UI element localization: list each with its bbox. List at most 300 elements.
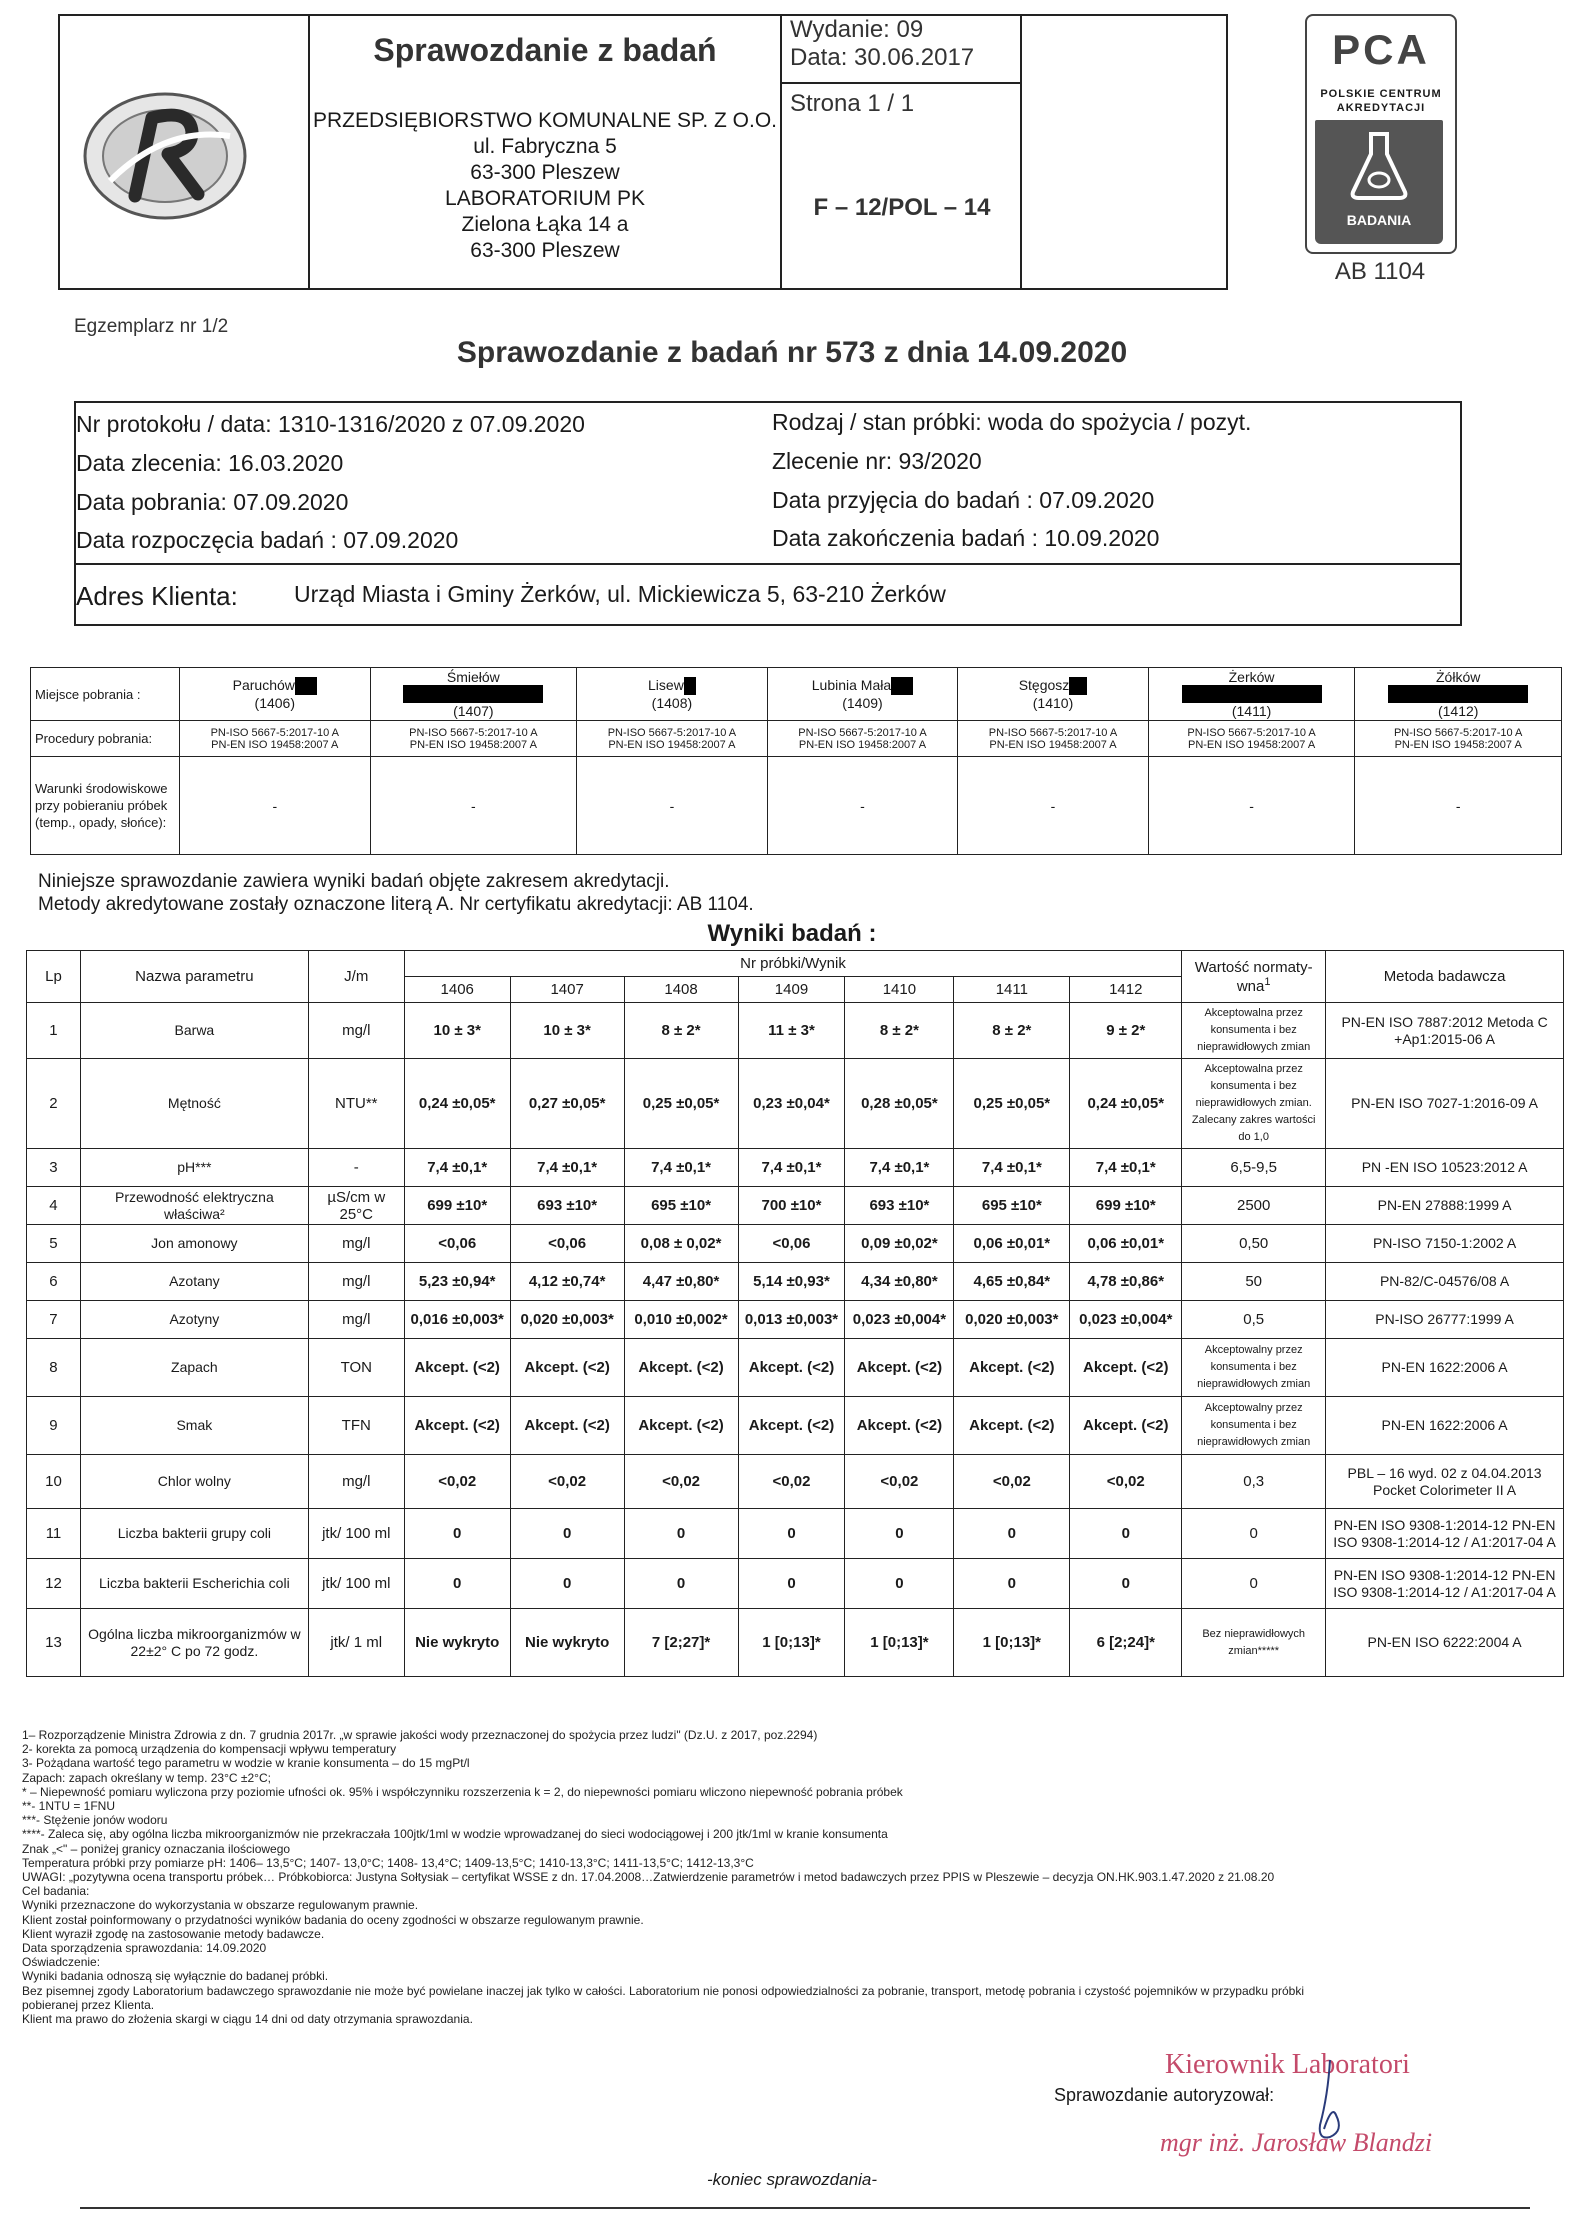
condition-cell: - xyxy=(180,757,371,855)
parameter-name: Azotany xyxy=(80,1263,308,1301)
result-value: 1 [0;13]* xyxy=(738,1609,845,1677)
page-indicator: Strona 1 / 1 xyxy=(790,90,915,117)
org-line: LABORATORIUM PK xyxy=(445,187,645,210)
place-code: (1406) xyxy=(254,695,295,712)
org-line: ul. Fabryczna 5 xyxy=(473,135,617,158)
sampling-table xyxy=(30,667,1562,855)
result-value: 5,23 ±0,94* xyxy=(404,1263,510,1301)
result-value: Akcept. (<2) xyxy=(1070,1397,1182,1455)
unit: mg/l xyxy=(308,1263,404,1301)
method: PN-EN ISO 9308-1:2014-12 PN-EN ISO 9308-1:2014-12 / A1:2017-04 A xyxy=(1326,1559,1564,1609)
result-value: 0,23 ±0,04* xyxy=(738,1059,845,1149)
result-value: 700 ±10* xyxy=(738,1187,845,1225)
results-table xyxy=(26,950,1564,1677)
order-date: Data zlecenia: 16.03.2020 xyxy=(76,450,344,476)
procedure-cell xyxy=(767,721,958,757)
sampling-date: Data pobrania: 07.09.2020 xyxy=(76,489,349,515)
bottom-rule xyxy=(80,2207,1530,2209)
row-number: 8 xyxy=(27,1339,81,1397)
place-code: (1409) xyxy=(842,695,883,712)
place-name: Żółków xyxy=(1436,669,1481,685)
result-value: Akcept. (<2) xyxy=(738,1397,845,1455)
result-value: 7,4 ±0,1* xyxy=(1070,1149,1182,1187)
condition-cell: - xyxy=(767,757,958,855)
result-value: 0 xyxy=(1070,1559,1182,1609)
place-name: Śmiełów xyxy=(446,669,500,685)
results-title: Wyniki badań : xyxy=(707,920,877,947)
result-value: 7,4 ±0,1* xyxy=(845,1149,954,1187)
row-label: Procedury pobrania: xyxy=(31,721,180,757)
result-value: 8 ± 2* xyxy=(845,1003,954,1059)
row-number: 3 xyxy=(27,1149,81,1187)
result-value: 0,06 ±0,01* xyxy=(1070,1225,1182,1263)
footnote-line: ****- Zaleca się, aby ogólna liczba mikroorganizmów nie przekraczała 100jtk/1ml w wodzie wprowadzanej do sieci wodociągowej i 200 jtk/1ml w kranie konsumenta xyxy=(22,1827,888,1842)
footnote-line: 2- korekta za pomocą urządzenia do kompensacji wpływu temperatury xyxy=(22,1742,397,1757)
pca-name-2: AKREDYTACJI xyxy=(1336,102,1426,114)
stamp-name: mgr inż. Jarosław Blandzi xyxy=(1160,2128,1433,2157)
table-row xyxy=(31,721,1562,757)
result-value: 0,27 ±0,05* xyxy=(510,1059,624,1149)
result-value: <0,02 xyxy=(954,1455,1070,1509)
method: PN-EN 1622:2006 A xyxy=(1326,1339,1564,1397)
result-value: 6 [2;24]* xyxy=(1070,1609,1182,1677)
test-end-date: Data zakończenia badań : 10.09.2020 xyxy=(772,525,1160,551)
org-line: Zielona Łąka 14 a xyxy=(461,213,629,236)
condition-cell: - xyxy=(958,757,1149,855)
parameter-name: Ogólna liczba mikroorganizmów w 22±2° C po 72 godz. xyxy=(80,1609,308,1677)
org-line: PRZEDSIĘBIORSTWO KOMUNALNE SP. Z O.O. xyxy=(312,109,778,132)
footnote-line: * – Niepewność pomiaru wyliczona przy poziomie ufności ok. 95% i współczynniku rozszerzenia k = 2, do niepewności pomiaru wliczono niepewność pobrania próbek xyxy=(22,1784,903,1799)
result-value: 0,020 ±0,003* xyxy=(510,1301,624,1339)
row-number: 9 xyxy=(27,1397,81,1455)
result-value: 0 xyxy=(954,1509,1070,1559)
table-row xyxy=(27,1149,1564,1187)
table-row xyxy=(27,1397,1564,1455)
sample-id-header: 1407 xyxy=(510,977,624,1003)
stamp-position: Kierownik Laboratori xyxy=(1165,2049,1410,2080)
sample-type: Rodzaj / stan próbki: woda do spożycia / pozyt. xyxy=(772,409,1252,435)
client-address: Urząd Miasta i Gminy Żerków, ul. Mickiewicza 5, 63-210 Żerków xyxy=(294,581,946,607)
result-value: Akcept. (<2) xyxy=(954,1397,1070,1455)
norm-label: Wartość normaty-wna xyxy=(1194,958,1313,995)
footnote-line: **- 1NTU = 1FNU xyxy=(22,1799,116,1813)
parameter-name: pH*** xyxy=(80,1149,308,1187)
redaction xyxy=(403,685,543,703)
result-value: 0 xyxy=(510,1559,624,1609)
parameter-name: Zapach xyxy=(80,1339,308,1397)
procedure-cell xyxy=(370,721,577,757)
result-value: <0,06 xyxy=(510,1225,624,1263)
sample-id-header: 1411 xyxy=(954,977,1070,1003)
table-row xyxy=(27,1263,1564,1301)
result-value: 7,4 ±0,1* xyxy=(738,1149,845,1187)
test-start-date: Data rozpoczęcia badań : 07.09.2020 xyxy=(76,527,459,553)
procedure-2: PN-EN ISO 19458:2007 A xyxy=(1394,738,1522,751)
table-row xyxy=(31,668,1562,721)
unit: mg/l xyxy=(308,1003,404,1059)
result-value: 0,06 ±0,01* xyxy=(954,1225,1070,1263)
method: PN-EN 1622:2006 A xyxy=(1326,1397,1564,1455)
result-value: 4,34 ±0,80* xyxy=(845,1263,954,1301)
result-value: 4,12 ±0,74* xyxy=(510,1263,624,1301)
norm-value: 2500 xyxy=(1182,1187,1326,1225)
procedure-1: PN-ISO 5667-5:2017-10 A xyxy=(607,726,737,739)
sample-place xyxy=(1355,668,1562,721)
parameter-name: Liczba bakterii grupy coli xyxy=(80,1509,308,1559)
result-value: Akcept. (<2) xyxy=(624,1397,738,1455)
result-value: <0,02 xyxy=(845,1455,954,1509)
table-row xyxy=(27,1559,1564,1609)
row-label: Warunki środowiskowe przy pobieraniu próbek (temp., opady, słońce): xyxy=(31,757,180,855)
row-number: 5 xyxy=(27,1225,81,1263)
method: PN-EN ISO 7887:2012 Metoda C +Ap1:2015-06 A xyxy=(1326,1003,1564,1059)
sample-id-header: 1406 xyxy=(404,977,510,1003)
result-value: 8 ± 2* xyxy=(624,1003,738,1059)
org-line: 63-300 Pleszew xyxy=(470,161,620,184)
copy-number: Egzemplarz nr 1/2 xyxy=(74,316,229,337)
footnote-line: 1– Rozporządzenie Ministra Zdrowia z dn. 7 grudnia 2017r. „w sprawie jakości wody przeznaczonej do spożycia przez ludzi" (Dz.U. z 2017, poz.2294) xyxy=(22,1728,818,1742)
result-value: Akcept. (<2) xyxy=(510,1339,624,1397)
divider xyxy=(782,82,1022,84)
result-value: <0,02 xyxy=(1070,1455,1182,1509)
redaction xyxy=(1069,677,1087,695)
sample-place xyxy=(767,668,958,721)
result-value: 10 ± 3* xyxy=(510,1003,624,1059)
sample-id-header: 1408 xyxy=(624,977,738,1003)
report-info-table xyxy=(74,401,1462,626)
result-value: <0,06 xyxy=(404,1225,510,1263)
procedure-1: PN-ISO 5667-5:2017-10 A xyxy=(1393,726,1523,739)
procedure-1: PN-ISO 5667-5:2017-10 A xyxy=(798,726,927,739)
method: PBL – 16 wyd. 02 z 04.04.2013 Pocket Colorimeter II A xyxy=(1326,1455,1564,1509)
unit: jtk/ 100 ml xyxy=(308,1509,404,1559)
row-number: 11 xyxy=(27,1509,81,1559)
unit: TFN xyxy=(308,1397,404,1455)
result-value: 0 xyxy=(845,1509,954,1559)
table-row xyxy=(27,1225,1564,1263)
procedure-2: PN-EN ISO 19458:2007 A xyxy=(989,738,1117,751)
header-center xyxy=(310,16,1022,288)
row-number: 10 xyxy=(27,1455,81,1509)
result-value: 7,4 ±0,1* xyxy=(404,1149,510,1187)
footnote-line: Bez pisemnej zgody Laboratorium badawczego sprawozdanie nie może być powielane inaczej jak tylko w całości. Laboratorium nie ponosi odpowiedzialności za pobranie, transport, metodę pobrania i czystość pojemników w przypadku próbki xyxy=(22,1983,1305,1998)
company-logo xyxy=(80,86,250,226)
row-number: 2 xyxy=(27,1059,81,1149)
result-value: 0,016 ±0,003* xyxy=(404,1301,510,1339)
result-value: 0 xyxy=(845,1559,954,1609)
result-value: Akcept. (<2) xyxy=(404,1339,510,1397)
table-row xyxy=(27,1187,1564,1225)
footnote-line: Klient ma prawo do złożenia skargi w ciągu 14 dni od daty otrzymania sprawozdania. xyxy=(22,2012,473,2026)
result-value: 0 xyxy=(510,1509,624,1559)
unit: jtk/ 1 ml xyxy=(308,1609,404,1677)
pca-name: POLSKIE CENTRUM xyxy=(1320,88,1442,100)
row-number: 4 xyxy=(27,1187,81,1225)
footnote-line: Data sporządzenia sprawozdania: 14.09.2020 xyxy=(22,1941,267,1955)
footnote-line: Znak „<" – poniżej granicy oznaczania ilościowego xyxy=(22,1841,291,1856)
procedure-2: PN-EN ISO 19458:2007 A xyxy=(211,738,339,751)
result-value: 11 ± 3* xyxy=(738,1003,845,1059)
result-value: <0,02 xyxy=(738,1455,845,1509)
result-value: Akcept. (<2) xyxy=(624,1339,738,1397)
parameter-name: Smak xyxy=(80,1397,308,1455)
pca-logo-text: PCA xyxy=(1332,26,1430,73)
norm-value: Bez nieprawidłowych zmian***** xyxy=(1182,1609,1326,1677)
table-row xyxy=(27,1301,1564,1339)
result-value: 0 xyxy=(624,1509,738,1559)
norm-value: Akceptowalna przez konsumenta i bez nieprawidłowych zmian. Zalecany zakres wartości do 1,0 xyxy=(1182,1059,1326,1149)
parameter-name: Liczba bakterii Escherichia coli xyxy=(80,1559,308,1609)
result-value: Akcept. (<2) xyxy=(954,1339,1070,1397)
result-value: <0,06 xyxy=(738,1225,845,1263)
norm-value: 0 xyxy=(1182,1559,1326,1609)
row-number: 6 xyxy=(27,1263,81,1301)
procedure-1: PN-ISO 5667-5:2017-10 A xyxy=(988,726,1118,739)
result-value: 0,08 ± 0,02* xyxy=(624,1225,738,1263)
result-value: 8 ± 2* xyxy=(954,1003,1070,1059)
footnote-line: pobieranej przez Klienta. xyxy=(22,1997,155,2012)
result-value: Nie wykryto xyxy=(404,1609,510,1677)
reception-date: Data przyjęcia do badań : 07.09.2020 xyxy=(772,487,1155,513)
result-value: 0,020 ±0,003* xyxy=(954,1301,1070,1339)
result-value: 0 xyxy=(738,1509,845,1559)
unit: µS/cm w 25°C xyxy=(308,1187,404,1225)
organization-address xyxy=(310,108,780,264)
procedure-1: PN-ISO 5667-5:2017-10 A xyxy=(210,726,339,739)
result-value: 0 xyxy=(404,1559,510,1609)
norm-value: 0,50 xyxy=(1182,1225,1326,1263)
footnote-line: Wyniki badania odnoszą się wyłącznie do badanej próbki. xyxy=(22,1969,329,1984)
accreditation-note-2: Metody akredytowane zostały oznaczone literą A. Nr certyfikatu akredytacji: AB 1104. xyxy=(38,894,754,915)
footnote-line: 3- Pożądana wartość tego parametru w wodzie w kranie konsumenta – do 15 mgPt/l xyxy=(22,1756,470,1771)
flask-icon xyxy=(1349,130,1409,200)
sample-place xyxy=(1148,668,1355,721)
result-value: 0,010 ±0,002* xyxy=(624,1301,738,1339)
divider xyxy=(780,16,782,288)
redaction xyxy=(891,677,913,695)
footnote-line: Klient wyraził zgodę na zastosowanie metody badawcze. xyxy=(22,1926,325,1941)
header-param: Nazwa parametru xyxy=(80,951,308,1003)
sample-id-header: 1409 xyxy=(738,977,845,1003)
place-name: Lisew xyxy=(648,677,684,693)
condition-cell: - xyxy=(577,757,768,855)
row-number: 12 xyxy=(27,1559,81,1609)
order-number: Zlecenie nr: 93/2020 xyxy=(772,448,982,474)
redaction xyxy=(295,677,317,695)
result-value: 1 [0;13]* xyxy=(845,1609,954,1677)
sample-place xyxy=(958,668,1149,721)
unit: TON xyxy=(308,1339,404,1397)
result-value: 4,65 ±0,84* xyxy=(954,1263,1070,1301)
result-value: 693 ±10* xyxy=(510,1187,624,1225)
place-code: (1411) xyxy=(1231,703,1272,720)
result-value: 10 ± 3* xyxy=(404,1003,510,1059)
edition-date: Data: 30.06.2017 xyxy=(790,44,975,71)
parameter-name: Azotyny xyxy=(80,1301,308,1339)
result-value: <0,02 xyxy=(624,1455,738,1509)
footnote-line: Cel badania: xyxy=(22,1884,90,1899)
result-value: Nie wykryto xyxy=(510,1609,624,1677)
method: PN-82/C-04576/08 A xyxy=(1326,1263,1564,1301)
result-value: 0,24 ±0,05* xyxy=(1070,1059,1182,1149)
procedure-2: PN-EN ISO 19458:2007 A xyxy=(608,738,736,751)
norm-value: Akceptowalny przez konsumenta i bez nieprawidłowych zmian xyxy=(1182,1397,1326,1455)
result-value: 0,09 ±0,02* xyxy=(845,1225,954,1263)
unit: - xyxy=(308,1149,404,1187)
method: PN-EN ISO 7027-1:2016-09 A xyxy=(1326,1059,1564,1149)
result-value: 0 xyxy=(624,1559,738,1609)
result-value: 0 xyxy=(738,1559,845,1609)
result-value: 0 xyxy=(1070,1509,1182,1559)
result-value: 5,14 ±0,93* xyxy=(738,1263,845,1301)
norm-value: 0 xyxy=(1182,1509,1326,1559)
results-body xyxy=(27,1003,1564,1677)
procedure-1: PN-ISO 5667-5:2017-10 A xyxy=(1187,726,1316,739)
edition: Wydanie: 09 xyxy=(790,16,924,43)
place-code: (1408) xyxy=(651,695,693,712)
result-value: 0,023 ±0,004* xyxy=(845,1301,954,1339)
unit: mg/l xyxy=(308,1301,404,1339)
result-value: Akcept. (<2) xyxy=(404,1397,510,1455)
table-row xyxy=(27,1003,1564,1059)
result-value: 0,023 ±0,004* xyxy=(1070,1301,1182,1339)
footnote-line: UWAGI: „pozytywna ocena transportu próbek… Próbkobiorca: Justyna Sołtysiak – certyfikat WSSE z dn. 17.04.2008…Zatwierdzenie parametrów i metod badawczych przez PPIS w Pleszewie – decyzja ON.HK.903.1.47.2020 z 21.08.20 xyxy=(22,1870,1275,1884)
place-name: Stęgosz xyxy=(1018,677,1070,693)
row-number: 13 xyxy=(27,1609,81,1677)
result-value: 9 ± 2* xyxy=(1070,1003,1182,1059)
method: PN -EN ISO 10523:2012 A xyxy=(1326,1149,1564,1187)
place-code: (1410) xyxy=(1032,695,1074,712)
parameter-name: Barwa xyxy=(80,1003,308,1059)
procedure-cell xyxy=(577,721,768,757)
document-header xyxy=(58,14,1228,290)
parameter-name: Mętność xyxy=(80,1059,308,1149)
footnote-line: Wyniki przeznaczone do wykorzystania w obszarze regulowanym prawnie. xyxy=(22,1898,419,1913)
pca-badge xyxy=(1305,14,1457,254)
table-row xyxy=(27,1455,1564,1509)
header-unit: J/m xyxy=(308,951,404,1003)
redaction xyxy=(1388,685,1528,703)
procedure-1: PN-ISO 5667-5:2017-10 A xyxy=(409,726,538,739)
unit: mg/l xyxy=(308,1225,404,1263)
procedure-cell xyxy=(1355,721,1562,757)
form-code: F – 12/POL – 14 xyxy=(813,194,991,221)
client-address-label: Adres Klienta: xyxy=(76,581,238,611)
pca-flask-panel xyxy=(1315,120,1443,244)
result-value: 7 [2;27]* xyxy=(624,1609,738,1677)
place-name: Lubinia Mała xyxy=(811,677,892,693)
norm-value: Akceptowalny przez konsumenta i bez nieprawidłowych zmian xyxy=(1182,1339,1326,1397)
form-title: Sprawozdanie z badań xyxy=(373,32,717,68)
parameter-name: Chlor wolny xyxy=(80,1455,308,1509)
result-value: Akcept. (<2) xyxy=(738,1339,845,1397)
procedure-2: PN-EN ISO 19458:2007 A xyxy=(798,738,927,751)
row-number: 7 xyxy=(27,1301,81,1339)
sample-place xyxy=(370,668,577,721)
unit: NTU** xyxy=(308,1059,404,1149)
method: PN-EN 27888:1999 A xyxy=(1326,1187,1564,1225)
result-value: 699 ±10* xyxy=(1070,1187,1182,1225)
protocol-number: Nr protokołu / data: 1310-1316/2020 z 07.09.2020 xyxy=(76,411,585,437)
condition-cell: - xyxy=(1148,757,1355,855)
row-label: Miejsce pobrania : xyxy=(31,668,180,721)
norm-value: 6,5-9,5 xyxy=(1182,1149,1326,1187)
result-value: 0 xyxy=(404,1509,510,1559)
result-value: 7,4 ±0,1* xyxy=(624,1149,738,1187)
method: PN-ISO 26777:1999 A xyxy=(1326,1301,1564,1339)
procedure-cell xyxy=(958,721,1149,757)
method: PN-EN ISO 6222:2004 A xyxy=(1326,1609,1564,1677)
result-value: 0,25 ±0,05* xyxy=(954,1059,1070,1149)
norm-value: 0,3 xyxy=(1182,1455,1326,1509)
header-method: Metoda badawcza xyxy=(1326,951,1564,1003)
result-value: <0,02 xyxy=(510,1455,624,1509)
org-line: 63-300 Pleszew xyxy=(470,239,620,262)
method: PN-EN ISO 9308-1:2014-12 PN-EN ISO 9308-1:2014-12 / A1:2017-04 A xyxy=(1326,1509,1564,1559)
place-code: (1407) xyxy=(453,703,494,720)
result-value: 0 xyxy=(954,1559,1070,1609)
place-code: (1412) xyxy=(1437,703,1479,720)
accreditation-area xyxy=(1022,16,1228,288)
result-value: <0,02 xyxy=(404,1455,510,1509)
sample-id-header: 1412 xyxy=(1070,977,1182,1003)
divider xyxy=(76,563,1460,565)
result-value: 0,28 ±0,05* xyxy=(845,1059,954,1149)
sample-place xyxy=(180,668,371,721)
table-row xyxy=(31,757,1562,855)
report-title: Sprawozdanie z badań nr 573 z dnia 14.09.2020 xyxy=(456,336,1128,369)
parameter-name: Przewodność elektryczna właściwa² xyxy=(80,1187,308,1225)
procedure-cell xyxy=(180,721,371,757)
result-value: 0,013 ±0,003* xyxy=(738,1301,845,1339)
result-value: 7,4 ±0,1* xyxy=(510,1149,624,1187)
procedure-2: PN-EN ISO 19458:2007 A xyxy=(409,738,537,751)
result-value: Akcept. (<2) xyxy=(845,1339,954,1397)
pca-badania: BADANIA xyxy=(1346,212,1412,228)
condition-cell: - xyxy=(1355,757,1562,855)
footnote-line: Klient został poinformowany o przydatności wyników badania do oceny zgodności w obszarze regulowanym prawnie. xyxy=(22,1912,644,1927)
footnote-line: Temperatura próbki przy pomiarze pH: 1406– 13,5°C; 1407- 13,0°C; 1408- 13,4°C; 1409-13,5°C; 1410-13,3°C; 1411-13,5°C; 1412-13,3°C xyxy=(22,1855,754,1870)
result-value: 0,24 ±0,05* xyxy=(404,1059,510,1149)
table-row xyxy=(27,1609,1564,1677)
sample-place xyxy=(577,668,768,721)
result-value: Akcept. (<2) xyxy=(845,1397,954,1455)
result-value: 4,47 ±0,80* xyxy=(624,1263,738,1301)
accreditation-number: AB 1104 xyxy=(1334,258,1426,285)
place-name: Żerków xyxy=(1228,669,1275,685)
result-value: 0,25 ±0,05* xyxy=(624,1059,738,1149)
result-value: 695 ±10* xyxy=(954,1187,1070,1225)
result-value: 699 ±10* xyxy=(404,1187,510,1225)
result-value: 7,4 ±0,1* xyxy=(954,1149,1070,1187)
parameter-name: Jon amonowy xyxy=(80,1225,308,1263)
company-logo-cell xyxy=(60,16,310,288)
procedure-2: PN-EN ISO 19458:2007 A xyxy=(1187,738,1316,751)
authorized-by-label: Sprawozdanie autoryzował: xyxy=(1054,2085,1275,2105)
table-row xyxy=(27,1509,1564,1559)
sample-id-header: 1410 xyxy=(845,977,954,1003)
table-row xyxy=(27,1059,1564,1149)
norm-value: Akceptowalna przez konsumenta i bez nieprawidłowych zmian xyxy=(1182,1003,1326,1059)
row-number: 1 xyxy=(27,1003,81,1059)
method: PN-ISO 7150-1:2002 A xyxy=(1326,1225,1564,1263)
result-value: Akcept. (<2) xyxy=(510,1397,624,1455)
result-value: 4,78 ±0,86* xyxy=(1070,1263,1182,1301)
redaction xyxy=(684,677,696,695)
footnote-line: ***- Stężenie jonów wodoru xyxy=(22,1813,168,1828)
accreditation-note: Niniejsze sprawozdanie zawiera wyniki badań objęte zakresem akredytacji. xyxy=(38,871,670,892)
result-value: 693 ±10* xyxy=(845,1187,954,1225)
